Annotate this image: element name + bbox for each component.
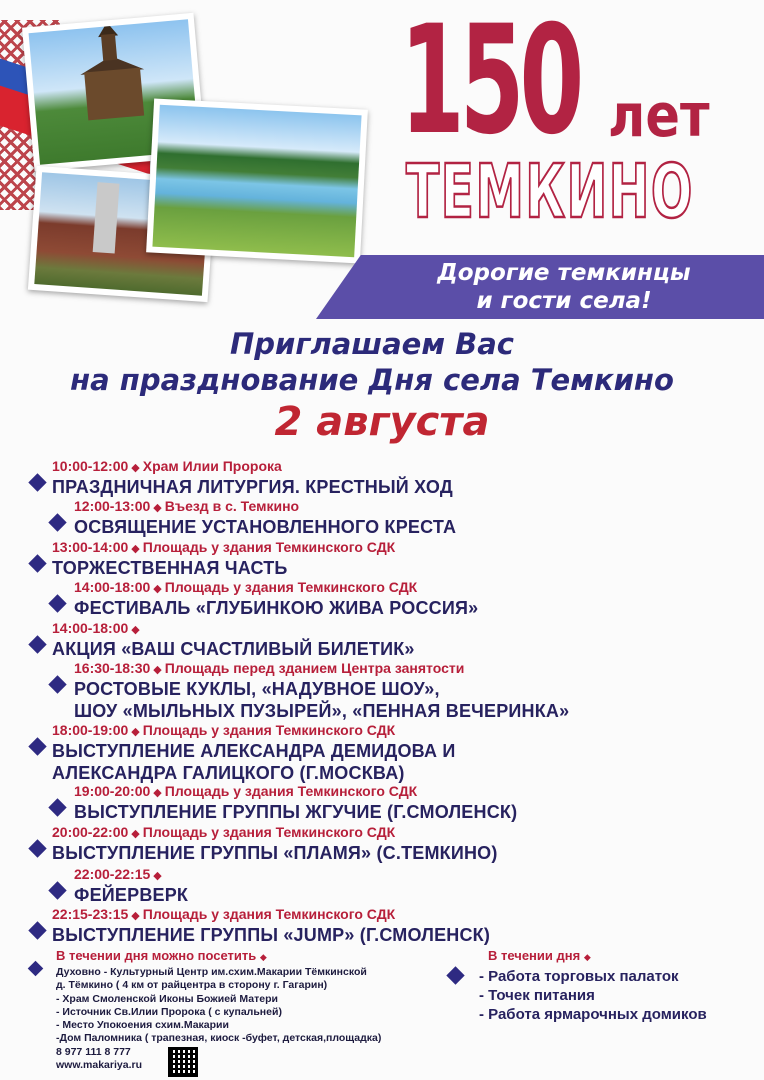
event-date: 2 августа: [274, 399, 490, 445]
bullet-diamond-icon: [28, 737, 46, 755]
schedule-item: [52, 458, 453, 498]
schedule-item: [52, 722, 456, 784]
bullet-diamond-icon: [48, 594, 66, 612]
invite-line-2: на празднование Дня села Темкино: [70, 363, 674, 397]
event-time: 22:00-22:15: [74, 866, 151, 882]
event-title: ФЕЙЕРВЕРК: [74, 885, 189, 905]
event-time: 14:00-18:00: [52, 620, 129, 636]
heading-diamond-icon: ◆: [259, 952, 267, 962]
event-time: 19:00-20:00: [74, 783, 151, 799]
visit-line: - Источник Св.Илии Пророка ( с купальней): [56, 1006, 282, 1018]
event-title-line-2: ШОУ «МЫЛЬНЫХ ПУЗЫРЕЙ», «ПЕННАЯ ВЕЧЕРИНКА»: [74, 701, 570, 721]
bullet-diamond-icon: [48, 675, 66, 693]
bullet-diamond-icon: [48, 881, 66, 899]
schedule-item: [74, 866, 188, 906]
event-time: 12:00-13:00: [74, 498, 151, 514]
visit-line: Духовно - Культурный Центр им.схим.Макарии Тёмкинской: [56, 966, 367, 978]
event-time: 22:15-23:15: [52, 906, 129, 922]
visit-line: -Дом Паломника ( трапезная, киоск -буфет, детская,площадка): [56, 1032, 382, 1044]
event-place: Площадь у здания Темкинского СДК: [164, 783, 418, 799]
event-place: Площадь у здания Темкинского СДК: [142, 539, 396, 555]
event-title: ВЫСТУПЛЕНИЕ АЛЕКСАНДРА ДЕМИДОВА И: [52, 741, 456, 761]
event-title: ОСВЯЩЕНИЕ УСТАНОВЛЕННОГО КРЕСТА: [74, 517, 457, 537]
schedule-item: [52, 539, 395, 579]
visit-line: - Место Упокоения схим.Макарии: [56, 1019, 229, 1031]
bullet-diamond-icon: [28, 635, 46, 653]
separator-diamond-icon: ◆: [131, 726, 140, 738]
event-title-line-2: АЛЕКСАНДРА ГАЛИЦКОГО (Г.МОСКВА): [52, 763, 405, 783]
qr-code-icon: [168, 1047, 198, 1077]
during-item: - Точек питания: [479, 987, 595, 1004]
bullet-diamond-icon: [28, 554, 46, 572]
event-place: Площадь у здания Темкинского СДК: [142, 906, 396, 922]
website-link[interactable]: www.makariya.ru: [56, 1059, 142, 1071]
event-time: 14:00-18:00: [74, 579, 151, 595]
bullet-diamond-icon: [28, 473, 46, 491]
contact-phone: 8 977 111 8 777: [56, 1046, 131, 1058]
event-place: Площадь у здания Темкинского СДК: [142, 824, 396, 840]
event-time: 20:00-22:00: [52, 824, 129, 840]
bullet-diamond-icon: [48, 513, 66, 531]
visit-section: [56, 948, 267, 965]
event-time: 10:00-12:00: [52, 458, 129, 474]
event-place: Храм Илии Пророка: [142, 458, 282, 474]
event-time: 16:30-18:30: [74, 660, 151, 676]
bullet-diamond-icon: [28, 921, 46, 939]
village-name: ТЕМКИНО: [406, 149, 694, 235]
during-item: - Работа торговых палаток: [479, 968, 679, 985]
schedule-item: [52, 620, 415, 660]
bullet-diamond-icon: [28, 839, 46, 857]
during-heading-wrap: [488, 948, 591, 965]
visit-line: д. Тёмкино ( 4 км от райцентра в сторону г. Гагарин): [56, 979, 328, 991]
event-place: Площадь у здания Темкинского СДК: [164, 579, 418, 595]
greeting-line-1: Дорогие темкинцы: [437, 260, 691, 286]
invite-line-1: Приглашаем Вас: [229, 327, 514, 361]
event-place: Площадь у здания Темкинского СДК: [142, 722, 396, 738]
schedule-item: [74, 783, 517, 823]
separator-diamond-icon: ◆: [131, 462, 140, 474]
heading-diamond-icon: ◆: [583, 952, 591, 962]
schedule-item: [52, 906, 490, 946]
during-item: - Работа ярмарочных домиков: [479, 1006, 707, 1023]
greeting-line-2: и гости села!: [476, 288, 652, 314]
separator-diamond-icon: ◆: [153, 870, 162, 882]
separator-diamond-icon: ◆: [153, 664, 162, 676]
separator-diamond-icon: ◆: [153, 787, 162, 799]
event-title: ФЕСТИВАЛЬ «ГЛУБИНКОЮ ЖИВА РОССИЯ»: [74, 598, 479, 618]
event-title: ВЫСТУПЛЕНИЕ ГРУППЫ «ПЛАМЯ» (С.ТЕМКИНО): [52, 843, 498, 863]
schedule-item: [52, 824, 498, 864]
anniversary-years: лет: [608, 81, 710, 151]
event-place: Площадь перед зданием Центра занятости: [164, 660, 465, 676]
visit-line: - Храм Смоленской Иконы Божией Матери: [56, 993, 278, 1005]
event-title: ТОРЖЕСТВЕННАЯ ЧАСТЬ: [52, 558, 288, 578]
separator-diamond-icon: ◆: [153, 583, 162, 595]
separator-diamond-icon: ◆: [131, 910, 140, 922]
bullet-diamond-icon: [48, 798, 66, 816]
visit-heading: В течении дня можно посетить: [56, 948, 257, 963]
schedule-item: [74, 498, 456, 538]
event-title: ПРАЗДНИЧНАЯ ЛИТУРГИЯ. КРЕСТНЫЙ ХОД: [52, 477, 453, 497]
anniversary-number: 150: [400, 0, 580, 168]
separator-diamond-icon: ◆: [131, 624, 140, 636]
separator-diamond-icon: ◆: [153, 502, 162, 514]
event-place: Въезд в с. Темкино: [164, 498, 300, 514]
event-time: 18:00-19:00: [52, 722, 129, 738]
separator-diamond-icon: ◆: [131, 543, 140, 555]
schedule-item: [74, 579, 478, 619]
event-title: РОСТОВЫЕ КУКЛЫ, «НАДУВНОЕ ШОУ»,: [74, 679, 440, 699]
schedule-item: [74, 660, 569, 722]
event-title: ВЫСТУПЛЕНИЕ ГРУППЫ «JUMP» (Г.СМОЛЕНСК): [52, 925, 491, 945]
during-heading: В течении дня: [488, 948, 581, 963]
event-time: 13:00-14:00: [52, 539, 129, 555]
event-title: ВЫСТУПЛЕНИЕ ГРУППЫ ЖГУЧИЕ (Г.СМОЛЕНСК): [74, 802, 518, 822]
separator-diamond-icon: ◆: [131, 828, 140, 840]
event-title: АКЦИЯ «ВАШ СЧАСТЛИВЫЙ БИЛЕТИК»: [52, 639, 415, 659]
